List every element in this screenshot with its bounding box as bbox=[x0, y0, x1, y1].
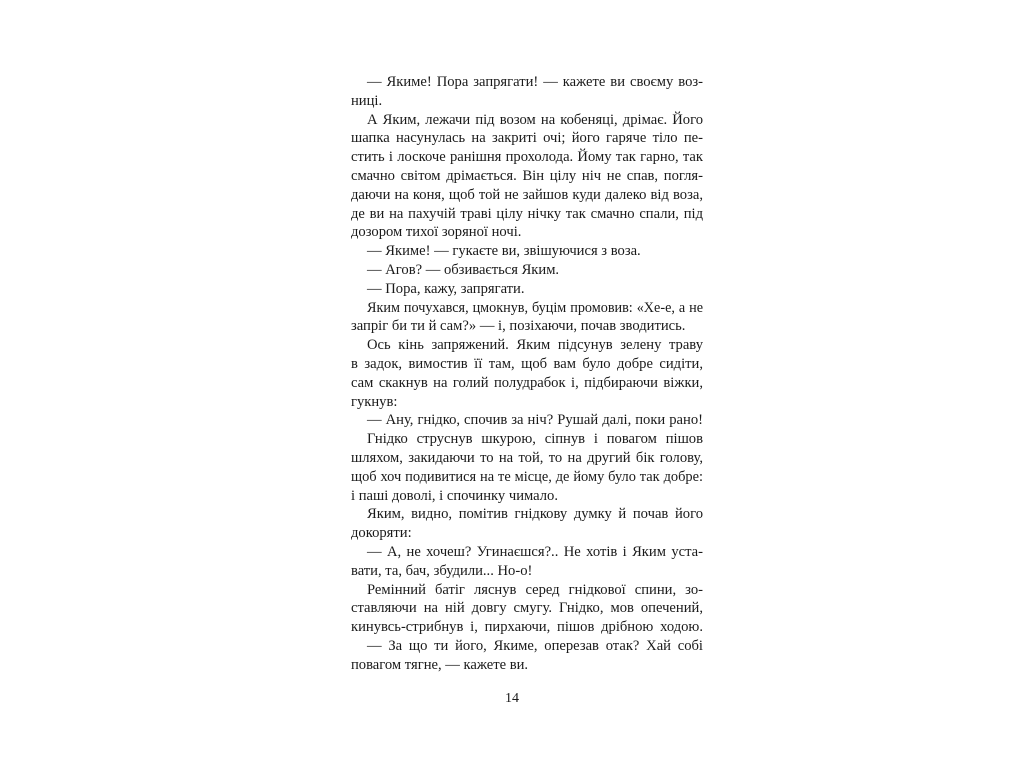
text-line: — Агов? — обзивається Яким. bbox=[367, 261, 560, 278]
text-line: — За що ти його, Якиме, оперезав отак? Хай собі bbox=[367, 637, 703, 654]
text-line: вати, та, бач, збудили... Но-о! bbox=[351, 562, 533, 579]
text-line: дозором тихої зоряної ночі. bbox=[351, 224, 522, 241]
text-line: стить і лоскоче ранішня прохолода. Йому так гарно, так bbox=[351, 149, 703, 166]
text-line: гукнув: bbox=[351, 393, 398, 410]
text-line: — Якиме! — гукаєте ви, звішуючися з воза. bbox=[367, 243, 641, 260]
text-line: докоряти: bbox=[351, 525, 412, 542]
text-line: запріг би ти й сам?» — і, позіхаючи, почав зводитись. bbox=[351, 318, 686, 335]
text-line: Яким почухався, цмокнув, буцім промовив: «Хе-е, а не bbox=[367, 299, 703, 316]
text-line: — Якиме! Пора запрягати! — кажете ви своєму воз- bbox=[367, 74, 703, 90]
text-line: кинувсь-стрибнув і, пирхаючи, пішов дрібною ходою. bbox=[351, 619, 703, 636]
page-number: 14 bbox=[505, 691, 519, 706]
text-line: Ось кінь запряжений. Яким підсунув зелену траву bbox=[367, 337, 703, 354]
text-line: повагом тягне, — кажете ви. bbox=[351, 656, 529, 673]
text-line: — Пора, кажу, запрягати. bbox=[367, 280, 525, 297]
text-line: щоб хоч подивитися на те місце, де йому було так добре: bbox=[351, 468, 703, 485]
text-line: сам скакнув на голий полудрабок і, підбираючи віжки, bbox=[351, 374, 703, 391]
text-line: і паші доволі, і спочинку чимало. bbox=[351, 487, 558, 504]
text-line: — А, не хочеш? Угинаєшся?.. Не хотів і Яким уста- bbox=[367, 543, 703, 560]
text-line: шапка насунулась на закриті очі; його гаряче тіло пе- bbox=[351, 130, 703, 147]
text-line: смачно світом дрімається. Він цілу ніч не спав, погля- bbox=[351, 167, 703, 184]
text-line: де ви на пахучій траві цілу нічку так смачно спали, під bbox=[351, 205, 703, 222]
text-line: ниці. bbox=[351, 92, 383, 109]
text-line: ставляючи на ній довгу смугу. Гнідко, мов опечений, bbox=[351, 600, 703, 617]
text-line: шляхом, закидаючи то на той, то на другий бік голову, bbox=[351, 449, 703, 466]
text-line: — Ану, гнідко, спочив за ніч? Рушай далі, поки рано! bbox=[367, 412, 703, 429]
text-line: Яким, видно, помітив гнідкову думку й почав його bbox=[367, 506, 703, 523]
text-line: Ремінний батіг ляснув серед гнідкової спини, зо- bbox=[367, 581, 703, 598]
text-line: в задок, вимостив її там, щоб вам було добре сидіти, bbox=[351, 355, 703, 372]
text-line: Гнідко струснув шкурою, сіпнув і повагом пішов bbox=[367, 431, 703, 448]
body-text bbox=[351, 73, 703, 675]
text-line: А Яким, лежачи під возом на кобеняці, дрімає. Його bbox=[367, 111, 703, 128]
text-line: даючи на коня, щоб той не зайшов куди далеко від воза, bbox=[351, 186, 703, 203]
